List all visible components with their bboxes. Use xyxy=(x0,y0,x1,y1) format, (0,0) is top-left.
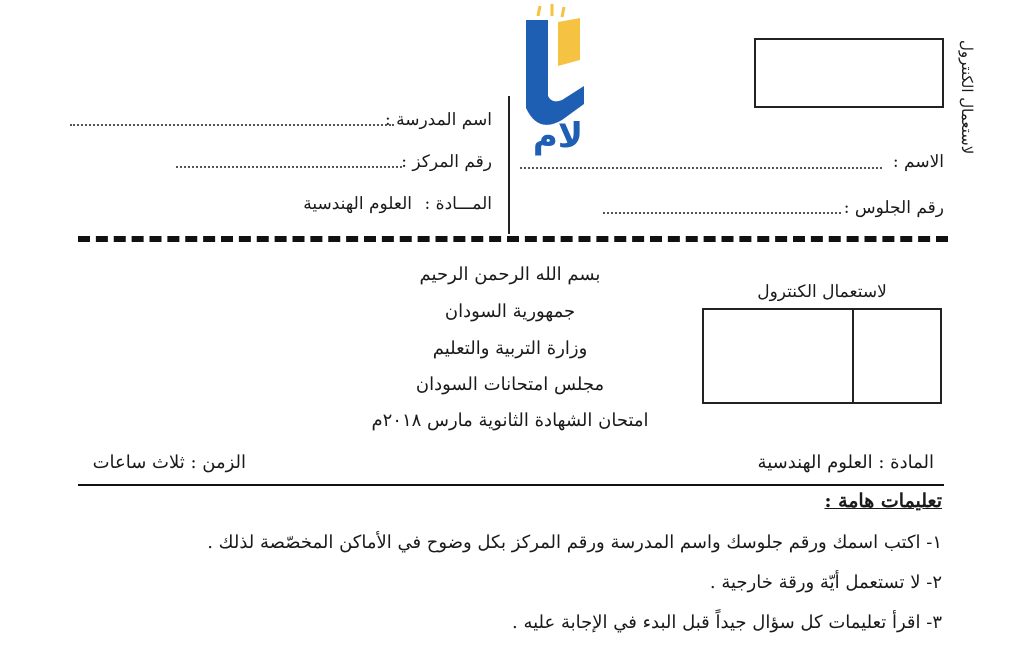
name-label: الاسم : xyxy=(892,152,944,172)
school-name-field[interactable] xyxy=(70,124,394,126)
school-name-label: اسم المدرسة : xyxy=(384,110,492,130)
control-box xyxy=(702,308,942,404)
center-number-field[interactable] xyxy=(176,166,402,168)
header-line-2: جمهورية السودان xyxy=(444,301,576,322)
header-line-3: وزارة التربية والتعليم xyxy=(432,338,588,359)
header-line-1: بسم الله الرحمن الرحيم xyxy=(419,264,601,285)
name-field[interactable] xyxy=(520,167,882,169)
subject-label: المـــادة : xyxy=(424,194,492,214)
subject-value: العلوم الهندسية xyxy=(303,194,412,214)
logo-text: لام xyxy=(532,116,584,156)
header-line-4: مجلس امتحانات السودان xyxy=(415,374,605,395)
control-box-divider xyxy=(852,310,854,402)
logo xyxy=(518,4,598,164)
instructions-title: تعليمات هامة : xyxy=(824,490,942,512)
instruction-item-3: ٣- اقرأ تعليمات كل سؤال جيداً قبل البدء في الإجابة عليه . xyxy=(512,612,942,633)
horizontal-rule xyxy=(78,484,944,486)
dashed-separator xyxy=(78,236,948,242)
subject-row-time: الزمن : ثلاث ساعات xyxy=(92,452,246,473)
header-line-5: امتحان الشهادة الثانوية مارس ٢٠١٨م xyxy=(371,410,649,431)
control-label: لاستعمال الكنترول xyxy=(757,282,887,302)
center-number-label: رقم المركز : xyxy=(401,152,492,172)
seat-number-field[interactable] xyxy=(603,212,841,214)
control-vertical-label: لاستعمال الكنترول xyxy=(958,40,976,155)
seat-number-label: رقم الجلوس : xyxy=(843,198,944,218)
control-box-top xyxy=(754,38,944,108)
vertical-divider xyxy=(508,96,510,234)
instruction-item-2: ٢- لا تستعمل أيّة ورقة خارجية . xyxy=(709,572,942,593)
instruction-item-1: ١- اكتب اسمك ورقم جلوسك واسم المدرسة ورقم المركز بكل وضوح في الأماكن المخصّصة لذلك . xyxy=(207,532,942,553)
subject-row-subject: المادة : العلوم الهندسية xyxy=(757,452,934,473)
